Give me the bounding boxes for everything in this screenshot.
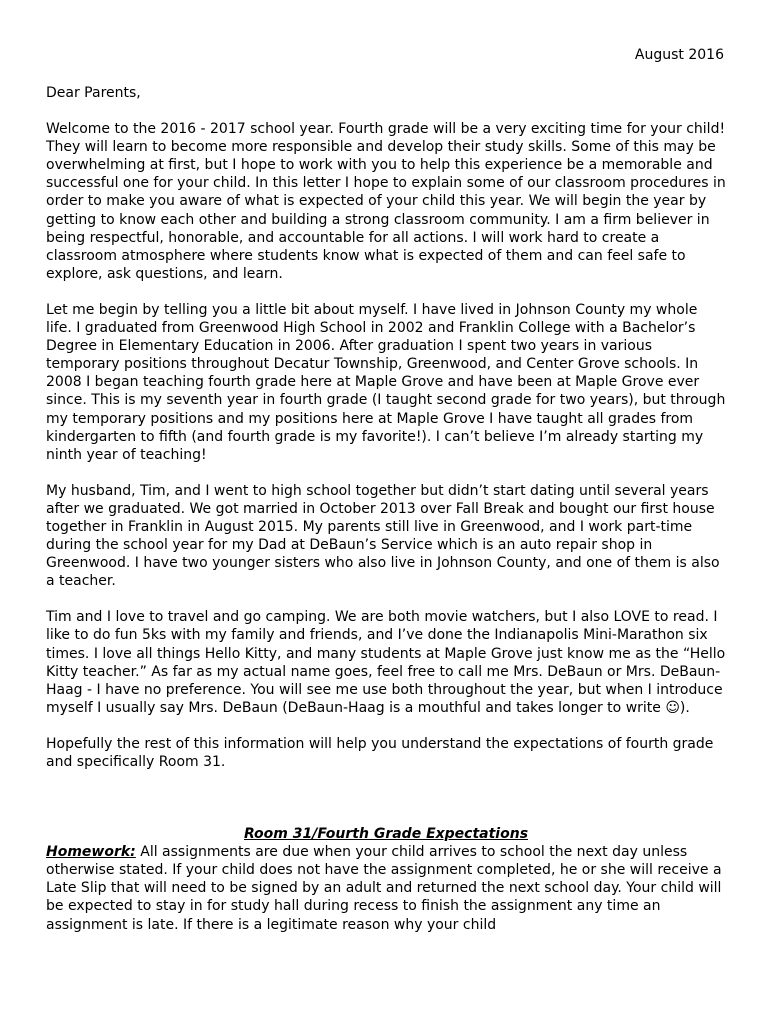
- expectations-title: Room 31/Fourth Grade Expectations: [243, 826, 529, 843]
- homework-text: All assignments are due when your child arrives to school the next day unless otherwise stated. If your child does not have the assignment completed, he or she will receive a Late Slip that will need to be signed by an adult and returned the next school day. Your child will be expected to stay in for study hall during recess to finish the assignment any time an assignment is late. If there is a legitimate reason why your child: [46, 844, 722, 933]
- paragraph-closing: Hopefully the rest of this information will help you understand the expectations of fourth grade and specifically Room 31.: [46, 735, 714, 770]
- letter-date: August 2016: [634, 47, 724, 63]
- paragraph-hobbies: Tim and I love to travel and go camping. We are both movie watchers, but I also LOVE to read. I like to do fun 5ks with my family and friends, and I’ve done the Indianapolis Mini-Marathon six times. I love all things Hello Kitty, and many students at Maple Grove just know me as the “Hello Kitty teacher.” As far as my actual name goes, feel free to call me Mrs. DeBaun or Mrs. DeBaun-Haag - I have no preference. You will see me use both throughout the year, but when I introduce myself I usually say Mrs. DeBaun (DeBaun-Haag is a mouthful and takes longer to write ☺).: [46, 609, 726, 716]
- paragraph-family: My husband, Tim, and I went to high school together but didn’t start dating until several years after we graduated. We got married in October 2013 over Fall Break and bought our first house together in Franklin in August 2015. My parents still live in Greenwood, and I work part-time during the school year for my Dad at DeBaun’s Service which is an auto repair shop in Greenwood. I have two younger sisters who also live in Johnson County, and one of them is also a teacher.: [46, 482, 720, 590]
- paragraph-welcome: Welcome to the 2016 - 2017 school year. Fourth grade will be a very exciting time for your child! They will learn to become more responsible and develop their study skills. Some of this may be overwhelming at first, but I hope to work with you to help this experience be a memorable and successful one for your child. In this letter I hope to explain some of our classroom procedures in order to make you aware of what is expected of your child this year. We will begin the year by getting to know each other and building a strong classroom community. I am a firm believer in being respectful, honorable, and accountable for all actions. I will work hard to create a classroom atmosphere where students know what is expected of them and can feel safe to explore, ask questions, and learn.: [46, 121, 726, 282]
- letter-body: [46, 84, 726, 934]
- greeting: Dear Parents,: [46, 85, 141, 101]
- homework-section: [46, 843, 726, 933]
- paragraph-about-me: Let me begin by telling you a little bit about myself. I have lived in Johnson County my whole life. I graduated from Greenwood High School in 2002 and Franklin College with a Bachelor’s Degree in Elementary Education in 2006. After graduation I spent two years in various temporary positions throughout Decatur Township, Greenwood, and Center Grove schools. In 2008 I began teaching fourth grade here at Maple Grove and have been at Maple Grove ever since. This is my seventh year in fourth grade (I taught second grade for two years), but through my temporary positions and my positions here at Maple Grove I have taught all grades from kindergarten to fifth (and fourth grade is my favorite!). I can’t believe I’m already starting my ninth year of teaching!: [46, 301, 726, 463]
- homework-label: Homework:: [46, 844, 136, 861]
